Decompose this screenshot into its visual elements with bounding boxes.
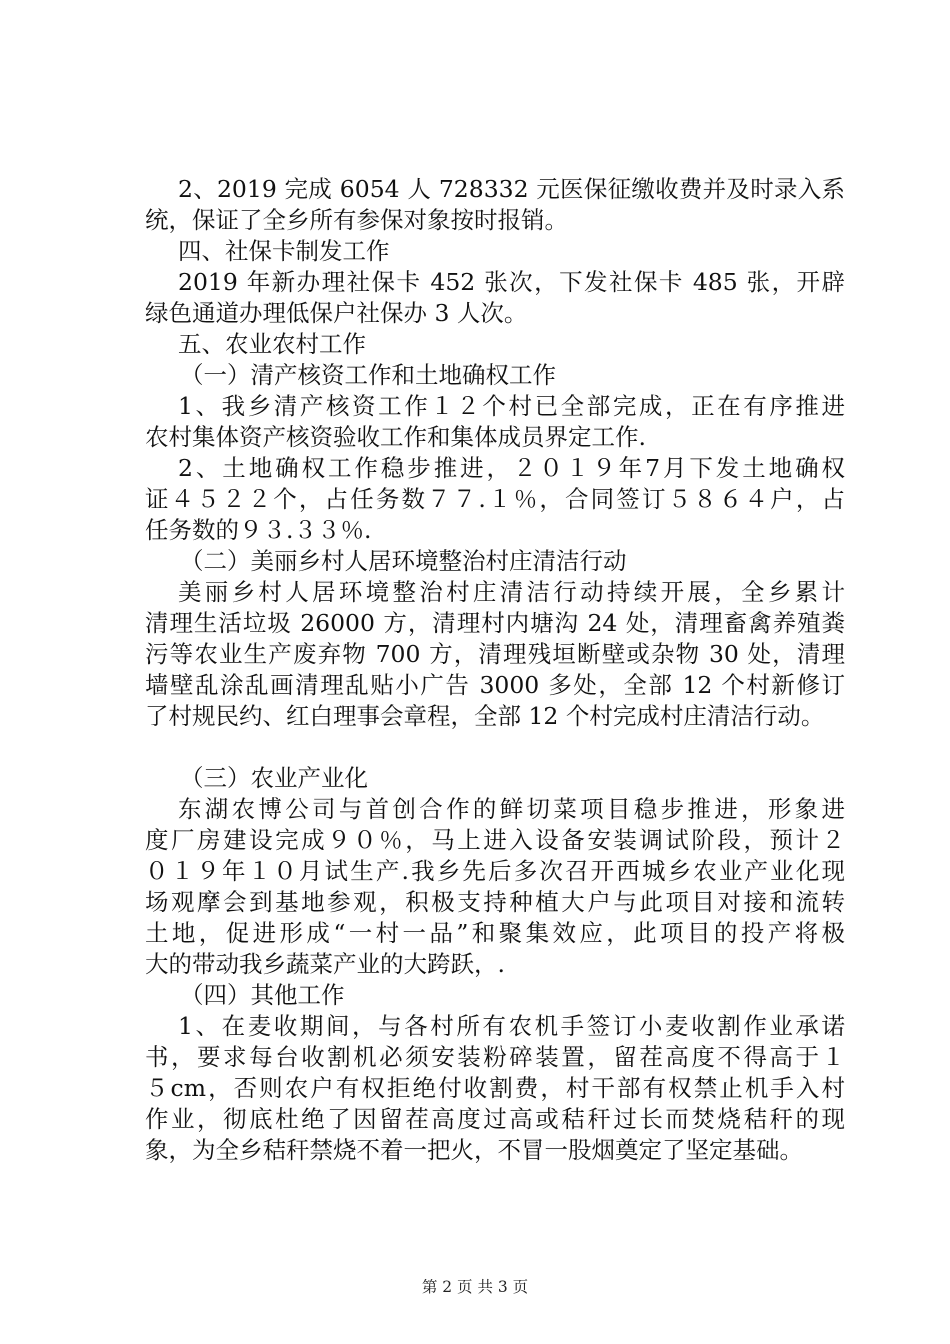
paragraph-gap bbox=[145, 732, 845, 763]
text-line: （二）美丽乡村人居环境整治村庄清洁行动 bbox=[180, 547, 627, 575]
text-line: 1、在麦收期间，与各村所有农机手签订小麦收割作业承诺 bbox=[178, 1012, 845, 1040]
page-footer: 第 2 页 共 3 页 bbox=[421, 1278, 529, 1296]
text-line: 作业，彻底杜绝了因留茬高度过高或秸秆过长而焚烧秸秆的现 bbox=[145, 1105, 845, 1133]
text-line: 大的带动我乡蔬菜产业的大跨跃，. bbox=[145, 950, 505, 978]
paragraph bbox=[145, 763, 845, 794]
paragraph bbox=[145, 391, 845, 453]
text-line: 东湖农博公司与首创合作的鲜切菜项目稳步推进，形象进 bbox=[178, 795, 845, 823]
text-line: 任务数的９３.３３％. bbox=[145, 516, 372, 544]
text-line: 书，要求每台收割机必须安装粉碎装置，留茬高度不得高于１ bbox=[145, 1043, 845, 1071]
paragraph bbox=[145, 329, 845, 360]
text-line: （三）农业产业化 bbox=[180, 764, 368, 792]
paragraph bbox=[145, 453, 845, 546]
text-line: 墙壁乱涂乱画清理乱贴小广告 3000 多处，全部 12 个村新修订 bbox=[145, 671, 845, 699]
text-line: ０１９年１０月试生产.我乡先后多次召开西城乡农业产业化现 bbox=[145, 857, 845, 885]
text-line: 证４５２２个，占任务数７７.１％，合同签订５８６４户，占 bbox=[145, 485, 845, 513]
paragraph bbox=[145, 1011, 845, 1166]
text-line: 2、土地确权工作稳步推进，２０１９年7月下发土地确权 bbox=[178, 454, 845, 482]
paragraph bbox=[145, 980, 845, 1011]
paragraph bbox=[145, 794, 845, 980]
text-line: （四）其他工作 bbox=[180, 981, 345, 1009]
text-line: 了村规民约、红白理事会章程，全部 12 个村完成村庄清洁行动。 bbox=[145, 702, 825, 730]
text-line: 2019 年新办理社保卡 452 张次，下发社保卡 485 张，开辟 bbox=[178, 268, 845, 296]
text-line: 农村集体资产核资验收工作和集体成员界定工作. bbox=[145, 423, 646, 451]
text-line: 五、农业农村工作 bbox=[178, 330, 366, 358]
text-line: 度厂房建设完成９０％，马上进入设备安装调试阶段，预计２ bbox=[145, 826, 845, 854]
paragraph bbox=[145, 267, 845, 329]
text-line: 统，保证了全乡所有参保对象按时报销。 bbox=[145, 206, 568, 234]
text-line: 场观摩会到基地参观，积极支持种植大户与此项目对接和流转 bbox=[145, 888, 845, 916]
paragraph bbox=[145, 174, 845, 236]
text-line: 污等农业生产废弃物 700 方，清理残垣断壁或杂物 30 处，清理 bbox=[145, 640, 845, 668]
document-body bbox=[145, 174, 845, 1166]
paragraph bbox=[145, 546, 845, 577]
paragraph bbox=[145, 577, 845, 732]
text-line: 美丽乡村人居环境整治村庄清洁行动持续开展，全乡累计 bbox=[178, 578, 845, 606]
text-line: ５cm，否则农户有权拒绝付收割费，村干部有权禁止机手入村 bbox=[145, 1074, 845, 1102]
paragraph bbox=[145, 236, 845, 267]
text-line: 2、2019 完成 6054 人 728332 元医保征缴收费并及时录入系 bbox=[178, 175, 845, 203]
text-line: 清理生活垃圾 26000 方，清理村内塘沟 24 处，清理畜禽养殖粪 bbox=[145, 609, 845, 637]
paragraph bbox=[145, 360, 845, 391]
text-line: 绿色通道办理低保户社保办 3 人次。 bbox=[145, 299, 528, 327]
text-line: （一）清产核资工作和土地确权工作 bbox=[180, 361, 556, 389]
text-line: 1、我乡清产核资工作１２个村已全部完成，正在有序推进 bbox=[178, 392, 845, 420]
text-line: 四、社保卡制发工作 bbox=[178, 237, 390, 265]
text-line: 土地，促进形成“一村一品”和聚集效应，此项目的投产将极 bbox=[145, 919, 845, 947]
text-line: 象，为全乡秸秆禁烧不着一把火，不冒一股烟奠定了坚定基础。 bbox=[145, 1136, 803, 1164]
